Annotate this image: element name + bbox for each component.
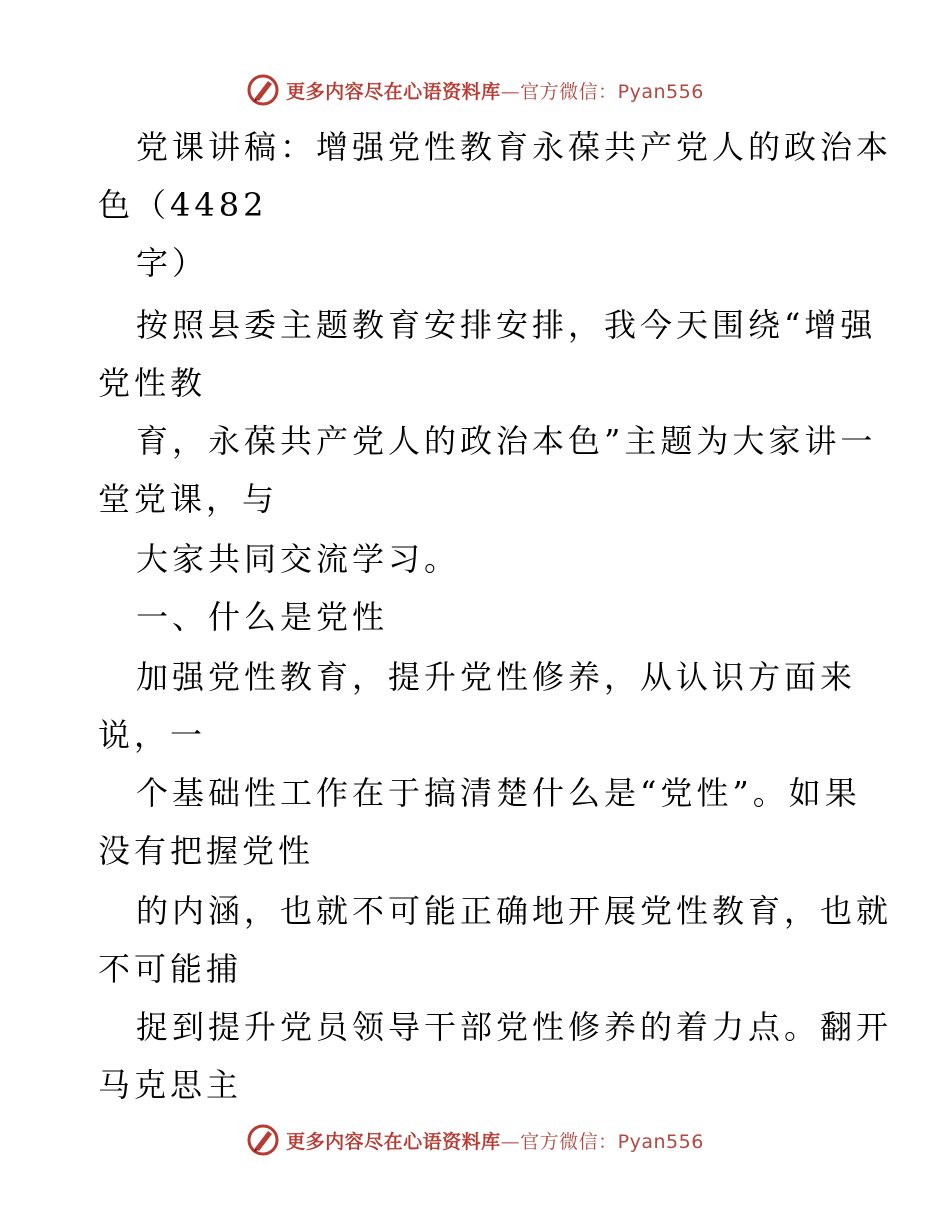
watermark-text <box>286 1127 704 1154</box>
paragraph-line: 的内涵，也就不可能正确地开展党性教育，也就 <box>136 892 893 930</box>
paragraph-line: 没有把握党性 <box>98 832 315 870</box>
watermark-group <box>246 1123 704 1157</box>
footer-watermark <box>0 1120 950 1160</box>
paragraph-line: 按照县委主题教育安排安排，我今天围绕“增强 <box>136 306 877 344</box>
watermark-dash: — <box>500 1130 521 1153</box>
watermark-main-text: 更多内容尽在心语资料库 <box>286 80 501 103</box>
paragraph-line: 个基础性工作在于搞清楚什么是“党性”。如果 <box>136 774 861 812</box>
paragraph-line: 不可能捕 <box>98 950 243 988</box>
paragraph-line: 捉到提升党员领导干部党性修养的着力点。翻开 <box>136 1008 893 1046</box>
watermark-tail-text: 官方微信：Pyan556 <box>520 1130 704 1153</box>
pen-circle-logo-icon <box>246 1123 280 1157</box>
watermark-dash: — <box>500 80 521 103</box>
paragraph-line: 说，一 <box>98 716 207 754</box>
doc-title-line-1: 党课讲稿：增强党性教育永葆共产党人的政治本 <box>136 128 893 166</box>
paragraph-line: 党性教 <box>98 364 207 402</box>
watermark-tail-text: 官方微信：Pyan556 <box>520 80 704 103</box>
header-watermark <box>0 70 950 110</box>
watermark-text <box>286 77 704 104</box>
paragraph-line: 加强党性教育，提升党性修养，从认识方面来 <box>136 658 857 696</box>
paragraph-line: 大家共同交流学习。 <box>136 540 461 578</box>
doc-title-line-2: 色（4482 <box>98 186 268 224</box>
paragraph-line: 堂党课，与 <box>98 480 279 518</box>
pen-circle-logo-icon <box>246 73 280 107</box>
watermark-group <box>246 73 704 107</box>
doc-title-line-3: 字） <box>136 244 209 282</box>
watermark-main-text: 更多内容尽在心语资料库 <box>286 1130 501 1153</box>
paragraph-line: 马克思主 <box>98 1066 243 1104</box>
section-heading: 一、什么是党性 <box>136 598 389 636</box>
paragraph-line: 育，永葆共产党人的政治本色”主题为大家讲一 <box>136 422 877 460</box>
